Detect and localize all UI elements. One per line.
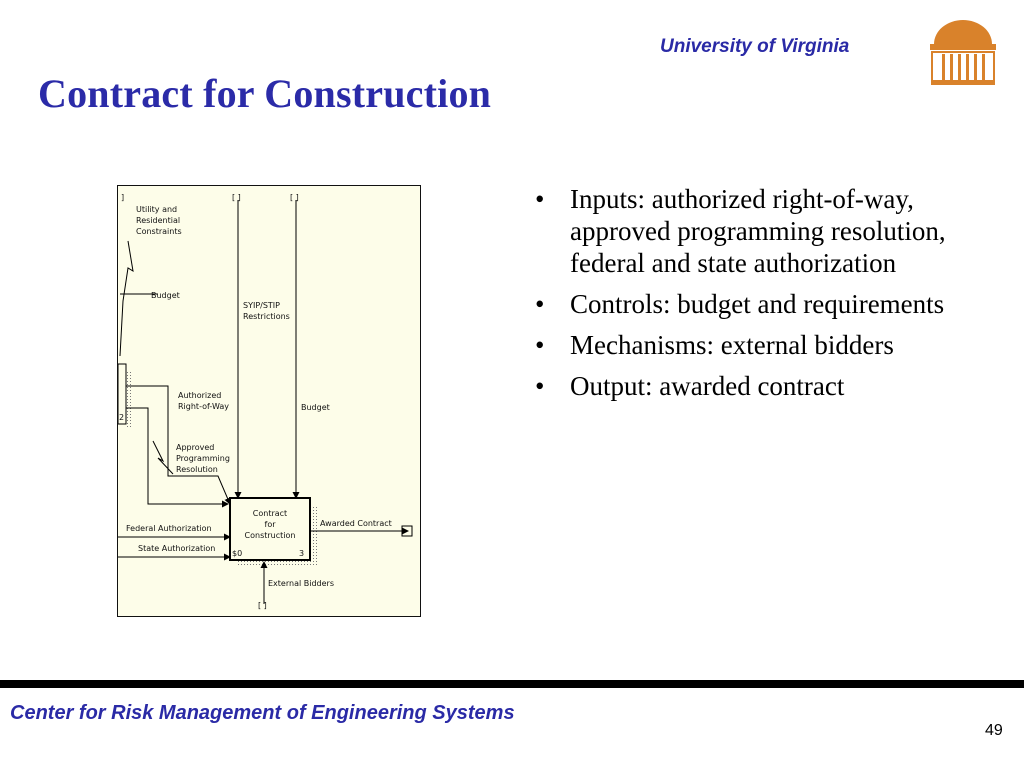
idef0-diagram: [117, 185, 421, 617]
bullet-controls: • Controls: budget and requirements: [535, 288, 995, 320]
syip-restrictions-label: SYIP/STIP Restrictions: [243, 301, 290, 321]
budget-label: Budget: [301, 403, 330, 412]
external-bidders-label: External Bidders: [268, 579, 334, 588]
bullet-output: • Output: awarded contract: [535, 370, 995, 402]
utility-constraints-label: Utility and Residential Constraints: [136, 205, 182, 236]
slide-title: Contract for Construction: [38, 71, 492, 116]
activity-number: 3: [299, 549, 305, 558]
state-authorization-label: State Authorization: [138, 544, 216, 553]
activity-box-label: Contract for Construction: [244, 509, 296, 540]
institution-name: University of Virginia: [660, 36, 850, 57]
budget-control-label: Budget: [151, 291, 180, 300]
page-number: 49: [985, 722, 1003, 739]
footer-center-name: Center for Risk Management of Engineering Systems: [10, 702, 515, 724]
bullet-mechanisms: • Mechanisms: external bidders: [535, 329, 995, 361]
utility-tunnel-marker: ]: [121, 193, 125, 202]
bullet-inputs: • Inputs: authorized right-of-way, approved programming resolution, federal and state authorization: [535, 183, 995, 279]
syip-tunnel-marker: [ ]: [232, 193, 241, 202]
bullet-list: [535, 183, 995, 411]
bidders-tunnel-marker: [ ]: [258, 601, 267, 610]
activity-cost: $0: [232, 549, 243, 558]
federal-authorization-label: Federal Authorization: [126, 524, 212, 533]
left-activity-number: 2: [119, 413, 125, 422]
authorized-row-label: Authorized Right-of-Way: [178, 391, 229, 411]
rotunda-logo-icon: [928, 14, 998, 86]
budget-tunnel-marker: [ ]: [290, 193, 299, 202]
awarded-contract-label: Awarded Contract: [320, 519, 392, 528]
footer-divider: [0, 680, 1024, 688]
approved-programming-label: Approved Programming Resolution: [176, 443, 230, 474]
